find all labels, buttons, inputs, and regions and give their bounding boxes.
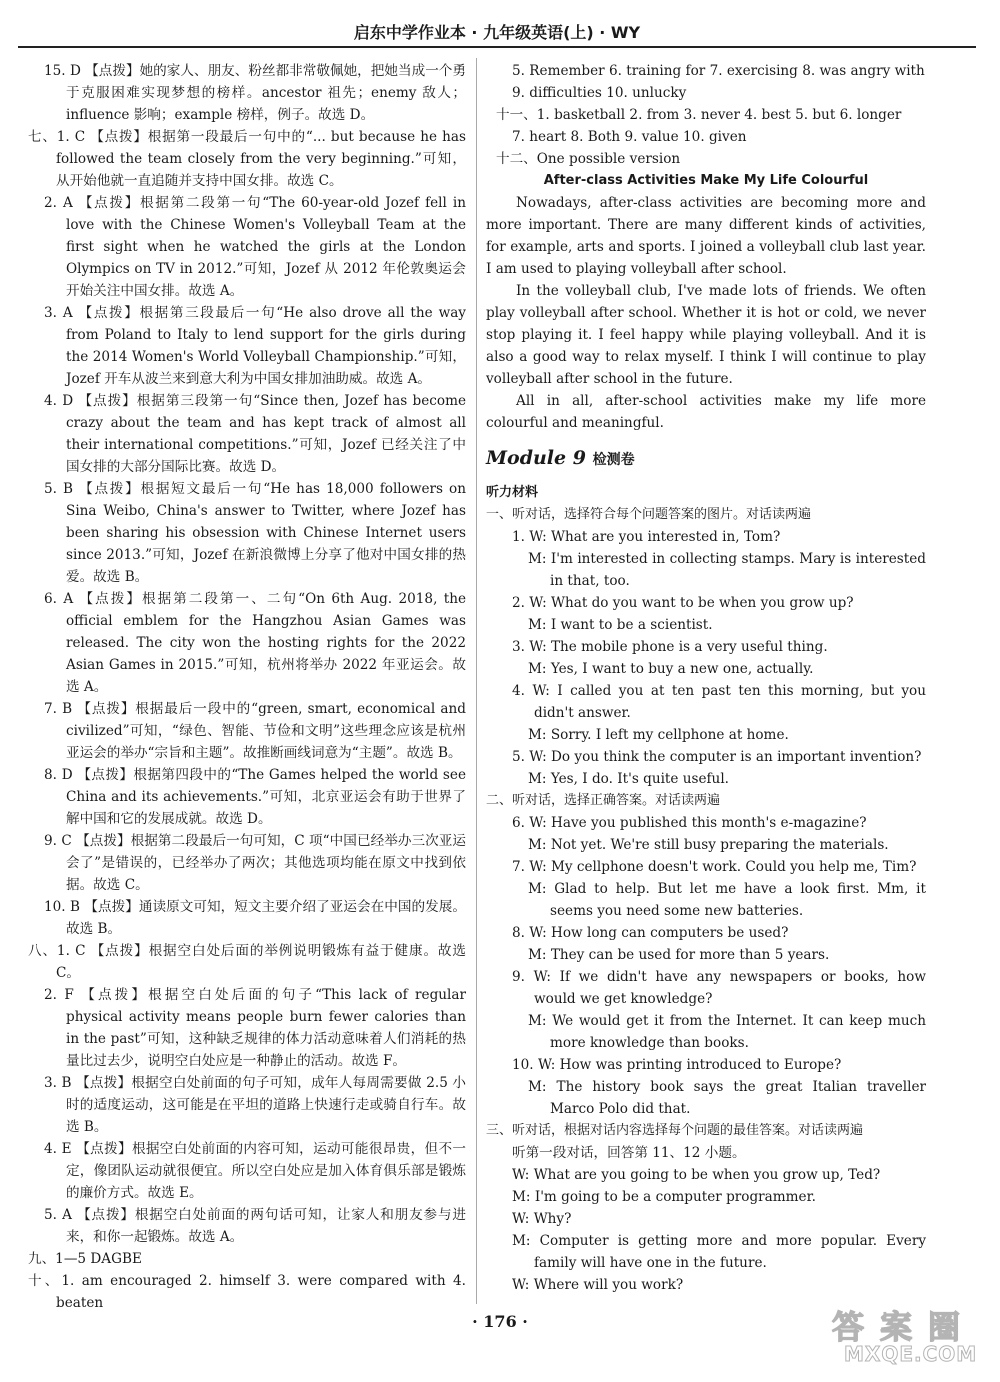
answer-line: M: I'm interested in collecting stamps. Mary is interested in that, too. — [528, 551, 926, 589]
watermark-logo — [828, 1300, 988, 1372]
answer-line: 7. W: My cellphone doesn't work. Could you help me, Tim? — [512, 859, 917, 875]
answer-line: W: What are you going to be when you grow up, Ted? — [512, 1167, 881, 1183]
answer-line: 九、1—5 DAGBE — [28, 1251, 142, 1267]
essay-paragraph: Nowadays, after-class activities are becoming more and more important. There are many different kinds of activities, for example, arts and sports. I joined a volleyball club last year. I am used to playing volleyball after school. — [486, 195, 926, 277]
model-essay — [486, 170, 926, 434]
watermark-char: 案 — [880, 1308, 913, 1346]
answer-line: 10. W: How was printing introduced to Europe? — [512, 1057, 842, 1073]
answer-line: 3. B 【点拨】根据空白处前面的句子可知，成年人每周需要做 2.5 小时的适度运动，这可能是在平坦的道路上快速行走或骑自行车。故选 B。 — [44, 1075, 466, 1135]
answer-line: M: Glad to help. But let me have a look first. Mm, it seems you need some new batteries. — [528, 881, 926, 919]
answer-line: W: Why? — [512, 1211, 572, 1227]
answer-line: 5. Remember 6. training for 7. exercising 8. was angry with — [512, 63, 925, 79]
answer-line: 6. A 【点拨】根据第二段第一、二句“On 6th Aug. 2018, the official emblem for the Hangzhou Asian Games was released. The city won the hosting rights for the 2022 Asian Games in 2015.”可知，杭州将举办 2022 年亚运会。故选 A。 — [44, 591, 466, 695]
answer-line: 听第一段对话，回答第 11、12 小题。 — [512, 1145, 746, 1161]
answer-line: 2. W: What do you want to be when you grow up? — [512, 595, 854, 611]
answer-line: 9. W: If we didn't have any newspapers or books, how would we get knowledge? — [512, 969, 926, 1007]
answer-line: 10. B 【点拨】通读原文可知，短文主要介绍了亚运会在中国的发展。故选 B。 — [44, 899, 466, 937]
header-title: 启东中学作业本 · 九年级英语(上) · WY — [353, 23, 641, 42]
answer-line: M: Yes, I do. It's quite useful. — [528, 771, 729, 787]
essay-paragraph: All in all, after-school activities make my life more colourful and meaningful. — [486, 393, 926, 431]
answer-line: M: We would get it from the Internet. It can keep much more knowledge than books. — [528, 1013, 926, 1051]
answer-line: M: Computer is getting more and more popular. Every family will have one in the future. — [512, 1233, 926, 1271]
answer-line: 9. difficulties 10. unlucky — [512, 85, 687, 101]
answer-line: M: Not yet. We're still busy preparing the materials. — [528, 837, 889, 853]
listening-heading: 听力材料 — [486, 485, 539, 500]
answer-line: 5. B 【点拨】根据短文最后一句“He has 18,000 followers on Sina Weibo, China's answer to Twitter, where Jozef has been sharing his obsession with Chinese Internet users since 2013.”可知，Jozef 在新浪微博上分享了他对中国女排的热爱。故选 B。 — [44, 481, 466, 585]
answer-line: 二、听对话，选择正确答案。对话读两遍 — [486, 793, 721, 808]
left-column — [18, 60, 466, 1314]
watermark-char: 圈 — [928, 1308, 961, 1346]
answer-line: 9. C 【点拨】根据第二段最后一句可知，C 项“中国已经举办三次亚运会了”是错误的，已经举办了两次；其他选项均能在原文中找到依据。故选 C。 — [44, 833, 466, 893]
answer-line: M: The history book says the great Italian traveller Marco Polo did that. — [528, 1079, 926, 1117]
page-header — [18, 10, 976, 48]
watermark-url: MXQE.COM — [844, 1342, 978, 1366]
answer-line: M: They can be used for more than 5 years. — [528, 947, 830, 963]
answer-line: M: I'm going to be a computer programmer. — [512, 1189, 816, 1205]
answer-line: 八、1. C 【点拨】根据空白处后面的举例说明锻炼有益于健康。故选 C。 — [28, 943, 466, 981]
answer-line: 8. D 【点拨】根据第四段中的“The Games helped the world see China and its achievements.”可知，北京亚运会有助于世界了解中国和它的发展成就。故选 D。 — [44, 767, 466, 827]
answer-line: M: Yes, I want to buy a new one, actually. — [528, 661, 814, 677]
answer-line: 三、听对话，根据对话内容选择每个问题的最佳答案。对话读两遍 — [486, 1123, 864, 1138]
answer-line: 15. D 【点拨】她的家人、朋友、粉丝都非常敬佩她，把她当成一个勇于克服困难实现梦想的榜样。ancestor 祖先；enemy 敌人；influence 影响；example 榜样，例子。故选 D。 — [44, 63, 466, 123]
module-title: Module 9 — [486, 447, 586, 469]
answer-line: 3. W: The mobile phone is a very useful thing. — [512, 639, 828, 655]
module-subtitle: 检测卷 — [592, 452, 635, 468]
answer-line: 6. W: Have you published this month's e-magazine? — [512, 815, 867, 831]
right-column — [486, 60, 926, 1296]
answer-line: 4. W: I called you at ten past ten this morning, but you didn't answer. — [512, 683, 926, 721]
answer-line: 十一、1. basketball 2. from 3. never 4. best 5. but 6. longer — [496, 107, 902, 123]
essay-title: After-class Activities Make My Life Colourful — [543, 173, 869, 188]
watermark-char: 答 — [832, 1308, 865, 1346]
answer-line: 5. A 【点拨】根据空白处前面的两句话可知，让家人和朋友参与进来，和你一起锻炼。故选 A。 — [44, 1207, 466, 1245]
answer-line: W: Where will you work? — [512, 1277, 684, 1293]
answer-line: M: I want to be a scientist. — [528, 617, 713, 633]
answer-line: 2. A 【点拨】根据第二段第一句“The 60-year-old Jozef fell in love with the Chinese Women's Volleyball Team at the first sight when he watched the girls at the London Olympics on TV in 2012.”可知，Jozef 从 2012 年伦敦奥运会开始关注中国女排。故选 A。 — [44, 195, 466, 299]
answer-line: 4. E 【点拨】根据空白处前面的内容可知，运动可能很昂贵，但不一定，像团队运动就很便宜。所以空白处应是加入体育俱乐部是锻炼的廉价方式。故选 E。 — [44, 1141, 466, 1201]
answer-line: 5. W: Do you think the computer is an important invention? — [512, 749, 922, 765]
answer-line: 7. B 【点拨】根据最后一段中的“green, smart, economical and civilized”可知，“绿色、智能、节俭和文明”这些理念应该是杭州亚运会的举办“宗旨和主题”。故推断画线词意为“主题”。故选 B。 — [44, 701, 466, 761]
column-divider — [476, 58, 477, 1304]
essay-paragraph: In the volleyball club, I've made lots of friends. We often play volleyball after school. Whether it is hot or cold, we never stop playing it. I feel happy while playing volleyball. And it is also a good way to relax myself. I think I will continue to play volleyball after school in the future. — [486, 283, 926, 387]
answer-line: 8. W: How long can computers be used? — [512, 925, 789, 941]
answer-line: 3. A 【点拨】根据第三段最后一句“He also drove all the way from Poland to Italy to lend support for the girls during the 2014 Women's World Volleyball Championship.”可知，Jozef 开车从波兰来到意大利为中国女排加油助威。故选 A。 — [44, 305, 466, 387]
answer-line: 七、1. C 【点拨】根据第一段最后一句中的“... but because he has followed the team closely from the very beginning.”可知，从开始他就一直追随并支持中国女排。故选 C。 — [28, 129, 466, 189]
answer-line: M: Sorry. I left my cellphone at home. — [528, 727, 789, 743]
answer-line: 一、听对话，选择符合每个问题答案的图片。对话读两遍 — [486, 507, 812, 522]
answer-line: 7. heart 8. Both 9. value 10. given — [512, 129, 747, 145]
module-heading — [486, 446, 926, 472]
answer-list-continued — [486, 60, 926, 170]
answer-line: 1. W: What are you interested in, Tom? — [512, 529, 781, 545]
answer-line: 2. F 【点拨】根据空白处后面的句子“This lack of regular physical activity means people burn fewer calories than in the past”可知，这种缺乏规律的体力活动意味着人们消耗的热量比过去少，说明空白处应是一种静止的活动。故选 F。 — [44, 987, 466, 1069]
page-number: · 176 · — [472, 1312, 528, 1331]
answer-line: 4. D 【点拨】根据第三段第一句“Since then, Jozef has become crazy about the team and has kept track of almost all their international competitions.”可知，Jozef 已经关注了中国女排的大部分国际比赛。故选 D。 — [44, 393, 466, 475]
answer-line: 十、1. am encouraged 2. himself 3. were compared with 4. beaten — [28, 1273, 466, 1311]
answer-line: 十二、One possible version — [496, 151, 681, 167]
listening-transcript — [486, 504, 926, 1296]
